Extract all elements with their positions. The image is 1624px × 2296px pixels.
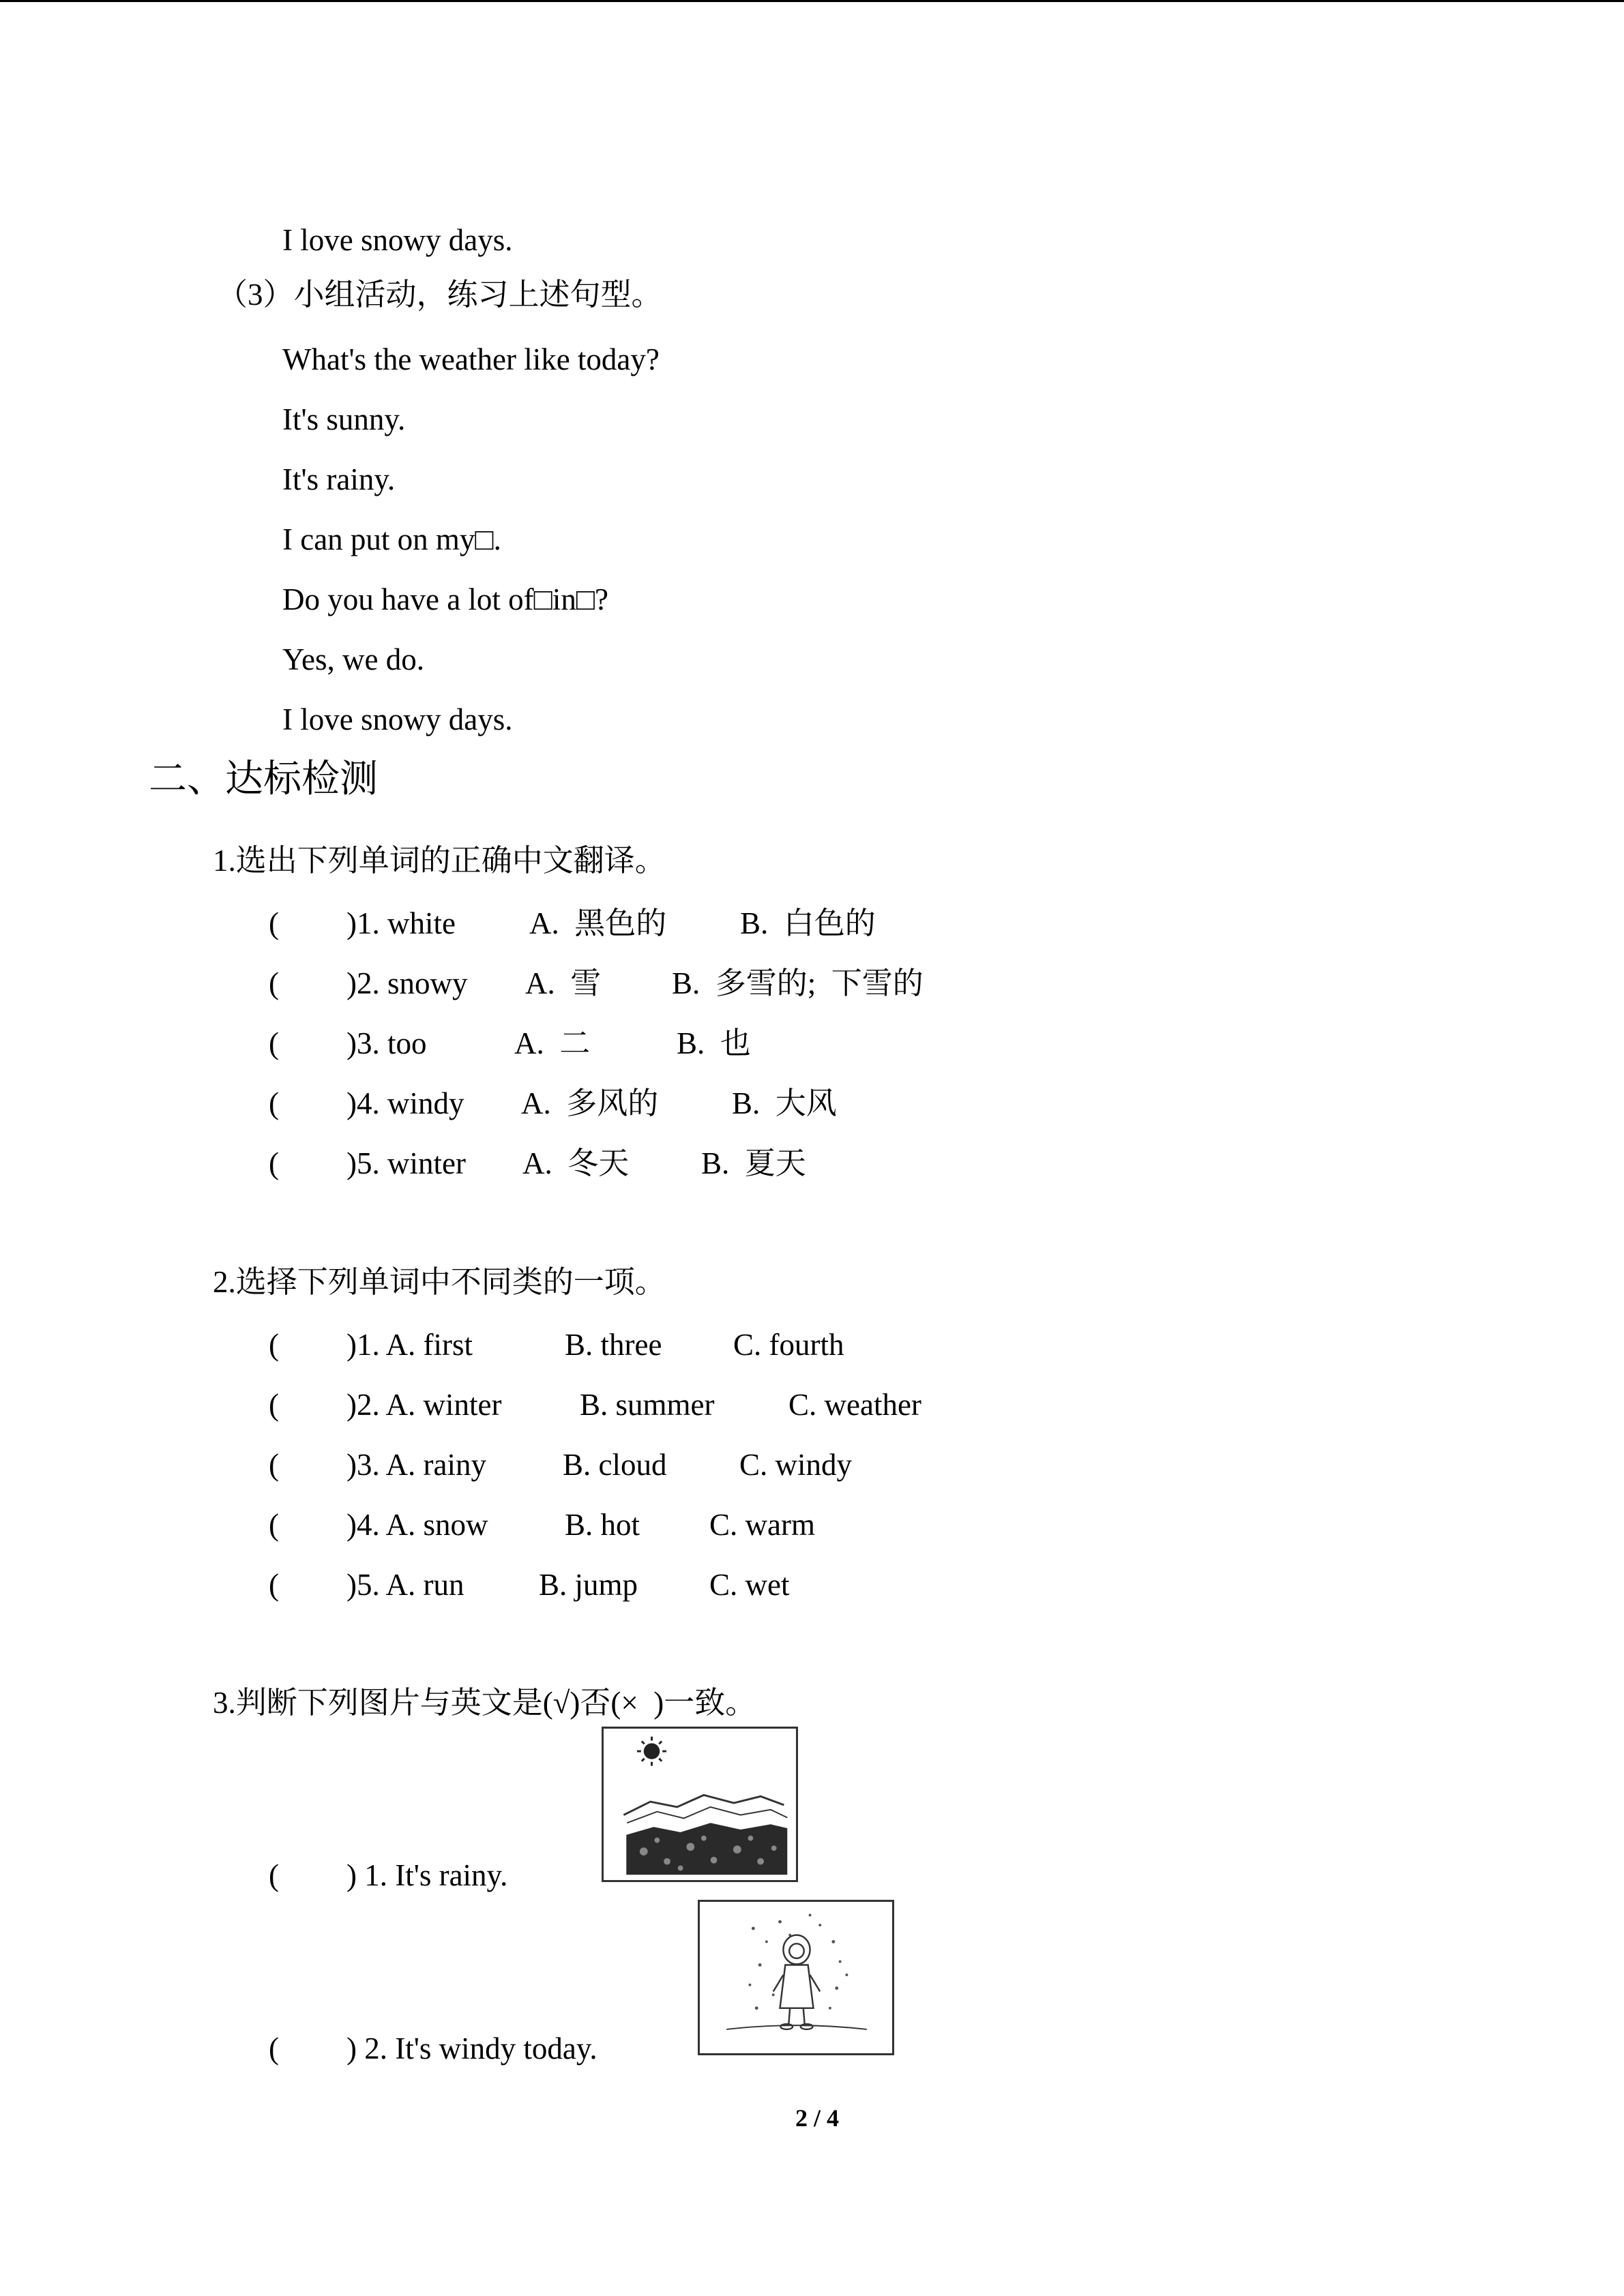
ex3-sentence: ) 2. It's windy today.	[346, 2031, 597, 2066]
activity-3-title: （3）小组活动，练习上述句型。	[217, 278, 662, 312]
exercise-2-title: 2.选择下列单词中不同类的一项。	[213, 1265, 666, 1299]
ex1-word: )1. white	[346, 906, 456, 940]
answer-bracket[interactable]: (	[269, 2031, 279, 2066]
sun-over-mountains-picture	[602, 1727, 798, 1882]
ex1-word: )2. snowy	[346, 966, 468, 1000]
answer-bracket[interactable]: (	[269, 1858, 279, 1892]
exercise-3-title: 3.判断下列图片与英文是(√)否(× )一致。	[213, 1686, 756, 1720]
option-b: B. 多雪的; 下雪的	[672, 966, 924, 1000]
answer-bracket[interactable]: (	[269, 1508, 279, 1542]
dialog-line: I love snowy days.	[282, 702, 513, 736]
sun-icon	[637, 1737, 666, 1766]
ex1-word: )3. too	[346, 1026, 427, 1060]
ex3-sentence: ) 1. It's rainy.	[346, 1858, 508, 1892]
answer-bracket[interactable]: (	[269, 966, 279, 1000]
option-a: A. 多风的	[521, 1086, 659, 1120]
option-b: B. three	[565, 1328, 662, 1362]
answer-bracket[interactable]: (	[269, 1328, 279, 1362]
dialog-line: It's sunny.	[282, 402, 406, 436]
option-b: B. 白色的	[740, 906, 876, 940]
option-b: B. jump	[539, 1568, 638, 1602]
child-in-snow-picture	[698, 1900, 894, 2055]
section-heading: 二、达标检测	[149, 758, 378, 801]
answer-bracket[interactable]: (	[269, 1568, 279, 1602]
option-a: A. 黑色的	[529, 906, 667, 940]
option-b: B. hot	[565, 1508, 640, 1542]
option-a: )3. A. rainy	[346, 1448, 486, 1482]
exercise-1-title: 1.选出下列单词的正确中文翻译。	[213, 844, 666, 878]
answer-bracket[interactable]: (	[269, 1388, 279, 1422]
answer-bracket[interactable]: (	[269, 1146, 279, 1180]
option-c: C. windy	[739, 1448, 853, 1482]
dialog-line: What's the weather like today?	[282, 342, 660, 376]
option-a: A. 冬天	[522, 1146, 630, 1180]
page-top-border	[0, 0, 1624, 2]
option-b: B. 夏天	[701, 1146, 806, 1180]
option-a: )4. A. snow	[346, 1508, 488, 1542]
option-a: A. 雪	[525, 966, 602, 1000]
line-love-snowy-days: I love snowy days.	[282, 223, 513, 257]
option-c: C. warm	[709, 1508, 815, 1542]
option-c: C. fourth	[733, 1328, 844, 1362]
dialog-line: Do you have a lot of□in□?	[282, 582, 608, 616]
child-figure	[773, 1935, 821, 2029]
option-a: )1. A. first	[346, 1328, 473, 1362]
answer-bracket[interactable]: (	[269, 1086, 279, 1120]
ex1-word: )4. windy	[346, 1086, 464, 1120]
option-b: B. cloud	[563, 1448, 667, 1482]
answer-bracket[interactable]: (	[269, 1026, 279, 1060]
sun-mountains-drawing	[604, 1729, 796, 1880]
ex1-word: )5. winter	[346, 1146, 466, 1180]
option-a: A. 二	[514, 1026, 591, 1060]
option-b: B. 也	[677, 1026, 751, 1060]
option-a: )2. A. winter	[346, 1388, 502, 1422]
option-c: C. weather	[788, 1388, 921, 1422]
option-b: B. 大风	[732, 1086, 837, 1120]
answer-bracket[interactable]: (	[269, 1448, 279, 1482]
dialog-line: Yes, we do.	[282, 642, 424, 676]
option-a: )5. A. run	[346, 1568, 464, 1602]
option-b: B. summer	[580, 1388, 715, 1422]
child-snow-drawing	[700, 1902, 892, 2053]
page-number: 2 / 4	[795, 2104, 840, 2132]
dialog-line: It's rainy.	[282, 462, 396, 496]
option-c: C. wet	[709, 1568, 790, 1602]
dialog-line: I can put on my□.	[282, 522, 501, 556]
answer-bracket[interactable]: (	[269, 906, 279, 940]
